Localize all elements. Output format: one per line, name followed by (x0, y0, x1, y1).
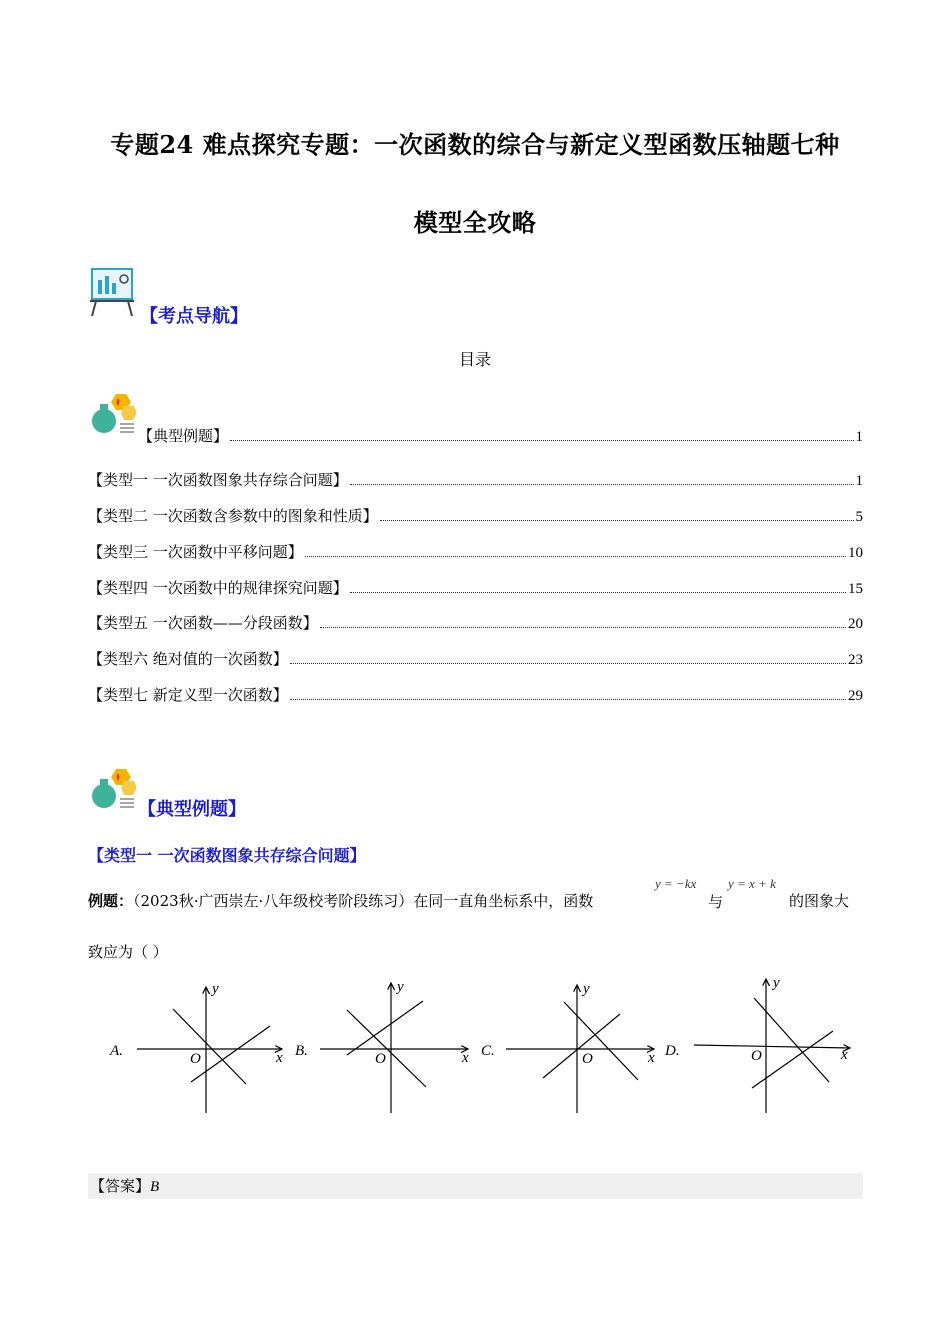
x-axis-label: x (462, 1050, 469, 1066)
toc-entry-label: 【类型二 一次函数含参数中的图象和性质】 (88, 507, 378, 525)
toc-leader (380, 520, 854, 521)
graph-line (754, 998, 829, 1082)
toc-entry[interactable] (88, 468, 863, 490)
toc-page-number: 5 (855, 509, 863, 525)
toc-entry[interactable] (88, 647, 863, 669)
toc-entry[interactable] (88, 540, 863, 562)
toc-page-number: 23 (848, 652, 863, 668)
toc-entry[interactable] (138, 424, 863, 446)
toc-page-number: 10 (848, 545, 863, 561)
toc-entry-label: 【类型一 一次函数图象共存综合问题】 (88, 471, 348, 489)
y-axis-label: y (212, 981, 219, 997)
toc-entry-label: 【类型五 一次函数——分段函数】 (88, 614, 318, 632)
y-axis-label: y (397, 979, 404, 995)
graph-line (173, 1009, 246, 1084)
x-axis (694, 1045, 850, 1048)
option-a-graph[interactable] (109, 981, 283, 1113)
answer-value: B (150, 1179, 160, 1195)
origin-label: O (190, 1051, 201, 1067)
toc-leader (230, 440, 853, 441)
presentation-board-icon (88, 266, 138, 318)
toc-entry[interactable] (88, 504, 863, 526)
options-figure (100, 975, 870, 1120)
example-line2: 致应为（ ） (88, 943, 168, 961)
toc-leader (290, 663, 846, 664)
origin-label: O (375, 1051, 386, 1067)
option-letter: C. (481, 1043, 495, 1059)
example-suffix: 的图象大 (789, 892, 850, 910)
graph-line (543, 1014, 620, 1078)
option-letter: A. (110, 1043, 123, 1059)
toc-entry[interactable] (88, 683, 863, 705)
graph-line (752, 1031, 833, 1088)
toc-page-number: 1 (855, 473, 863, 489)
example-prefix: 例题： (88, 892, 134, 910)
page-title-line1: 专题24 难点探究专题：一次函数的综合与新定义型函数压轴题七种 (110, 130, 840, 159)
toc-leader (305, 556, 846, 557)
conjunction: 与 (708, 893, 724, 911)
section-label: 【典型例题】 (138, 799, 246, 820)
option-c-graph[interactable] (481, 981, 655, 1113)
flask-icon (88, 390, 136, 438)
graph-line (564, 1002, 638, 1080)
toc-leader (320, 627, 846, 628)
x-axis-label: x (276, 1050, 283, 1066)
y-axis-label: y (773, 975, 780, 991)
toc-leader (290, 699, 846, 700)
example-line1 (88, 890, 593, 911)
toc-entry-label: 【类型六 绝对值的一次函数】 (88, 650, 288, 668)
page-title-line2: 模型全攻略 (413, 208, 537, 237)
function-2: y = x + k (728, 876, 776, 891)
x-axis-label: x (841, 1047, 848, 1063)
toc-entry[interactable] (88, 611, 863, 633)
toc-entry-label: 【典型例题】 (138, 427, 229, 445)
toc-page-number: 1 (855, 429, 863, 445)
toc-entry-label: 【类型四 一次函数中的规律探究问题】 (88, 579, 348, 597)
toc-page-number: 20 (848, 616, 863, 632)
x-axis-label: x (648, 1050, 655, 1066)
answer-box (88, 1173, 863, 1199)
toc-leader (350, 484, 854, 485)
toc-page-number: 15 (848, 581, 863, 597)
graph-line (191, 1026, 270, 1082)
toc-entry[interactable] (88, 576, 863, 598)
toc-entry-label: 【类型七 新定义型一次函数】 (88, 686, 288, 704)
option-letter: B. (295, 1043, 308, 1059)
toc-leader (350, 592, 846, 593)
flask-icon (88, 765, 136, 813)
type-heading: 【类型一 一次函数图象共存综合问题】 (88, 846, 366, 865)
option-d-graph[interactable] (664, 975, 850, 1113)
function-1: y = −kx (655, 876, 697, 891)
option-letter: D. (665, 1043, 680, 1059)
option-b-graph[interactable] (295, 979, 469, 1113)
origin-label: O (582, 1051, 593, 1067)
example-source: （2023秋·广西崇左·八年级校考阶段练习）在同一直角坐标系中，函数 (133, 892, 594, 910)
answer-label: 【答案】 (90, 1177, 151, 1195)
nav-label: 【考点导航】 (140, 306, 248, 327)
toc-entry-label: 【类型三 一次函数中平移问题】 (88, 543, 303, 561)
origin-label: O (751, 1048, 762, 1064)
toc-heading: 目录 (458, 350, 491, 369)
toc-page-number: 29 (848, 688, 863, 704)
y-axis-label: y (583, 981, 590, 997)
